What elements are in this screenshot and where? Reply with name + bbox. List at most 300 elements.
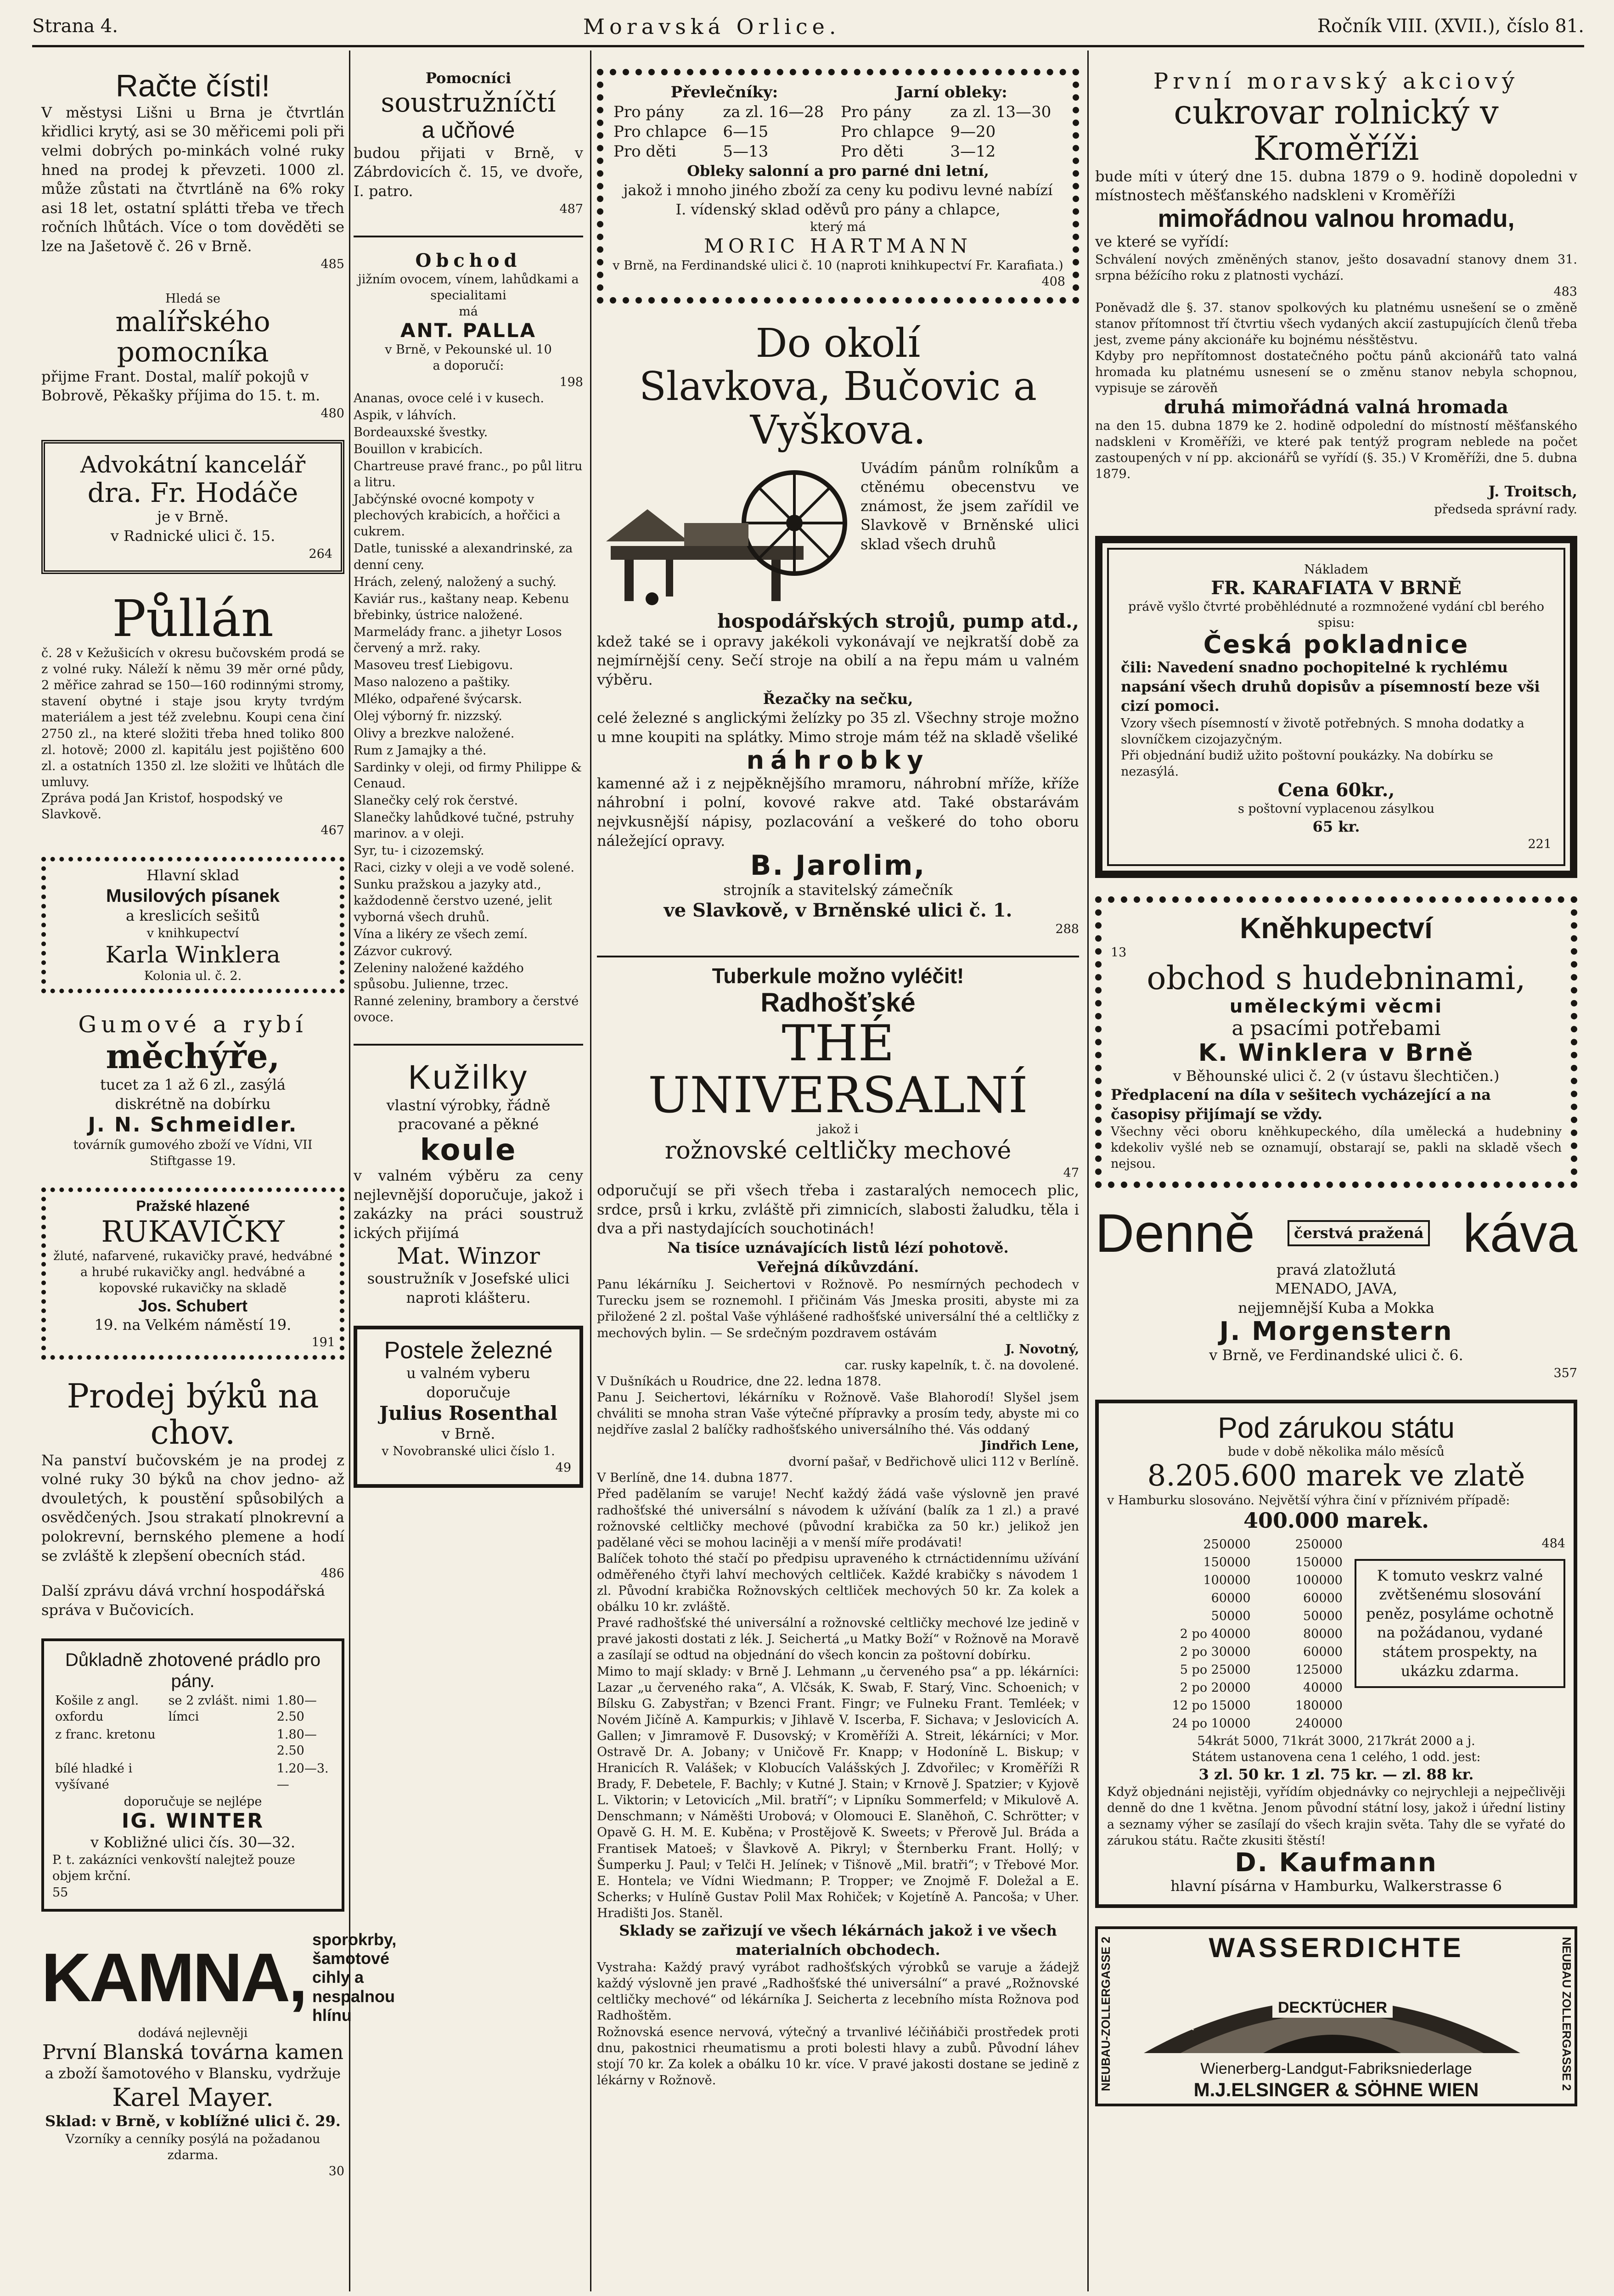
list-item: Ranné zeleniny, brambory a čerstvé ovoce. <box>354 994 579 1025</box>
table-cell: 1.80—2.50 <box>276 1693 317 1724</box>
table-cell: 1.20—3.— <box>276 1761 329 1792</box>
machine-illustration <box>597 459 854 610</box>
ad-title: První moravský akciový <box>1153 68 1519 94</box>
table-row <box>52 1692 333 1726</box>
product-list <box>354 390 583 1026</box>
list-item: Marmelády franc. a jihetyr Losos červený a mrž. raky. <box>354 625 562 656</box>
ad-title: Tuberkule možno vyléčit! <box>712 963 964 988</box>
table-cell: 250000 <box>1203 1537 1251 1552</box>
ad-address: Sklad: v Brně, v koblížné ulici č. 29. <box>45 2112 341 2130</box>
ad-line: empfiehlt <box>1153 2020 1194 2032</box>
table-cell: se 2 zvlášt. nimi límci <box>168 1693 270 1724</box>
list-item: Kaviár rus., kaštany neap. Kebenu břebinky, ústrice naložené. <box>354 591 569 622</box>
ad-pradlo <box>41 1638 344 1912</box>
ad-body: Předplacení na díla v sešitech vycházející a na časopisy přijímají se vždy. <box>1111 1086 1491 1123</box>
table-row <box>1107 1679 1345 1697</box>
ad-name: Julius Rosenthal <box>379 1401 558 1424</box>
ad-kuzilky <box>354 1058 583 1307</box>
ad-place-date: V Berlíně, dne 14. dubna 1877. <box>597 1471 793 1486</box>
column-3 <box>597 69 1079 2107</box>
ad-number: 484 <box>1541 1536 1565 1551</box>
table-cell: 40000 <box>1303 1681 1343 1695</box>
ad-loterie <box>1095 1400 1577 1908</box>
ad-title-2: Slavkova, Bučovic a Vyškova. <box>639 364 1037 453</box>
table-cell: 100000 <box>1203 1573 1251 1587</box>
ad-side-text: NEUBAU-ZOLLERGASSE 2 <box>1099 1936 1113 2092</box>
ad-name: ANT. PALLA <box>400 319 536 342</box>
list-item: Zeleniny naložené každého spůsobu. Julienne, trzec. <box>354 961 524 991</box>
table-cell: 9—20 <box>950 123 996 141</box>
table-cell: 150000 <box>1295 1555 1343 1570</box>
ad-address: v Radnické ulici č. 15. <box>110 527 276 545</box>
ad-name: FR. KARAFIATA V BRNĚ <box>1211 577 1462 599</box>
ad-place-date: V Dušníkách u Roudrice, dne 22. ledna 1878. <box>597 1374 882 1389</box>
ad-title-3: náhrobky <box>746 746 930 775</box>
ad-body: Panu lékárníku J. Seichertovi v Rožnově. Po nesmírných pechodech v Turecku jsem se roznemohl. I přičinám Vás Jmeska prositi, abyste mi za přiložené 2 zl. poštal Vaše výhlášené radhošťské universální thé a celtličky z mechových bylin. — Se srdečným pozdravem ostávám <box>597 1277 1079 1340</box>
ad-line: MENADO, JAVA, <box>1275 1280 1398 1298</box>
table-cell: 60000 <box>1303 1645 1343 1660</box>
ad-line: v Brně. <box>441 1424 495 1442</box>
ad-note: Vzorníky a cenníky posýlá na požadanou zdarma. <box>65 2132 321 2162</box>
ad-pretitle: Hledá se <box>165 291 220 306</box>
ad-line: 54krát 5000, 71krát 3000, 217krát 2000 a j. <box>1197 1733 1475 1748</box>
table-cell: 2 po 30000 <box>1180 1645 1251 1660</box>
ad-body: žluté, nafarvené, rukavičky pravé, hedvábné a hrubé rukavičky angl. hedvábné a kopovské rukavičky na skladě <box>53 1249 332 1296</box>
ad-advokatni-kancelar <box>41 440 344 574</box>
ad-title: Česká pokladnice <box>1203 630 1469 659</box>
ad-body: Když objednáni nejistěji, vyřídím objednávky co nejrychleji a nejpečlivěji denně do dne 1 května. Jenom původní státní losy, jakož i úřední listiny a seznamy výher se zasílají do všech krajin světa. Tahy dle se vyřaté do zárukou státu. Račte zkusiti štěstí! <box>1107 1785 1565 1848</box>
ad-title: KAMNA, <box>41 1939 306 2016</box>
ad-body: Všechny věci oboru kněhkupeckého, díla umělecká a hudebniny kdekoliv vyšlé neb se oznamují, obstarají se, pakli na skladě všech nejsou. <box>1111 1125 1562 1171</box>
ad-title: Do okolí <box>755 320 921 366</box>
ad-gumove-mechyre <box>41 1012 344 1169</box>
price-table <box>52 1692 333 1794</box>
ad-address: v Brně, ve Ferdinandské ulici č. 6. <box>1209 1346 1463 1364</box>
ad-name: dra. Fr. Hodáče <box>87 477 298 508</box>
ad-address: v Kobližné ulici čís. 30—32. <box>90 1833 296 1851</box>
list-item: Olej výborný fr. nizzský. <box>354 709 502 724</box>
page-number: Strana 4. <box>32 16 118 37</box>
ad-line: v Hamburku slosováno. Největší výhra činí v příznivém případě: <box>1107 1493 1510 1508</box>
ad-price-2: 65 kr. <box>1312 817 1360 835</box>
table-row <box>1107 1553 1345 1571</box>
ad-line: vlastní výrobky, řádně pracované a pěkné <box>386 1096 551 1133</box>
ad-line: a psacími potřebami <box>1232 1016 1441 1040</box>
list-item: Raci, cizky v oleji a ve vodě solené. <box>354 861 574 875</box>
ad-subtitle: sporokrby, šamotové cihly a nespalnou hlínu <box>312 1930 397 2025</box>
ad-body: Před padělaním se varuje! Nechť každý žádá vaše výslovně jen pravé radhošťské thé universální s návodem k užívání (balík za 1 zl.) a pravé rožnovské celtličky mechové (původní krabička za 50 kr.) jelikož jen padělané věci se mohou laciněji a v menší míře prodávati! <box>597 1487 1079 1550</box>
ad-body: přijme Frant. Dostal, malíř pokojů v Bobrově, Pěkašky příjima do 15. t. m. <box>41 367 321 405</box>
table-cell: 5—13 <box>723 142 769 161</box>
ad-body-2: celé železné s anglickými želízky po 35 zl. Všechny stroje možno u mne koupiti na splátky. Mimo stroje mám též na skladě všeliké <box>597 709 1079 746</box>
ad-hartmann <box>597 69 1079 304</box>
ad-line: nejjemnější Kuba a Mokka <box>1238 1299 1434 1317</box>
ad-title: Pod zárukou státu <box>1218 1411 1455 1444</box>
ad-prices: 3 zl. 50 kr. 1 zl. 75 kr. — zl. 88 kr. <box>1198 1765 1474 1783</box>
list-item: Ananas, ovoce celé i v kusech. <box>354 391 544 405</box>
list-item: Slanečky celý rok čerstvé. <box>354 793 518 808</box>
ad-name: MORIC HARTMANN <box>704 235 972 258</box>
ad-line: ve které se vyřídí: <box>1095 233 1229 251</box>
ad-line: a kreslicích sešitů <box>125 906 260 924</box>
ad-line: bude v době několika málo měsíců <box>1228 1445 1445 1459</box>
table-cell: za zl. 16—28 <box>723 103 824 122</box>
table-cell: Pro chlapce <box>613 123 707 141</box>
table-cell: bílé hladké i vyšívané <box>55 1761 133 1792</box>
ad-the-universalni <box>597 956 1079 2088</box>
ad-signature: Jindřich Lene, <box>981 1439 1079 1453</box>
list-item: Syr, tu- i cizozemský. <box>354 844 484 858</box>
ad-number: 47 <box>1063 1166 1079 1181</box>
ad-number: 483 <box>1553 284 1577 299</box>
ad-body: Panu J. Seichertovi, lékárníku v Rožnově. Vaše Blahorodí! Slyšel jsem chváliti se mnoha stran Vaše výtečné přípravky a prosím tedy, abyste mi co nejdříve zaslal 2 balíčky radhošťského universálního thé. Vás oddaný <box>597 1390 1079 1437</box>
table-cell: 50000 <box>1211 1609 1251 1623</box>
column-rule <box>1087 51 1089 2291</box>
table-cell: Košile z angl. oxfordu <box>55 1693 139 1724</box>
divider <box>354 236 583 237</box>
table-cell: Pro chlapce <box>840 123 934 141</box>
ad-title-2: cukrovar rolnický v Kroměříži <box>1174 93 1499 168</box>
table-row <box>52 1726 333 1760</box>
ad-body: Schválení nových změněných stanov, ješto dosavadní stanovy dnem 31. srpna béžícího roku z platnosti vychází. <box>1095 252 1577 283</box>
ad-line: Obleky salonní a pro parné dni letní, <box>687 162 989 180</box>
ad-subtitle: a učňové <box>422 117 515 143</box>
ad-jarolim <box>597 322 1079 937</box>
ad-title: Gumové a rybí <box>78 1011 308 1038</box>
ad-body-3: kamenné až i z nejpěknějšího mramoru, náhrobní mříže, kříže náhrobní i polní, kovové rakve atd. Také obstarávám nejvkusnější nápisy, pozlacování a veškeré do toho oboru náležející opravy. <box>597 774 1079 850</box>
ad-body: odporučují se při všech třeba i zastaralých nemocech plic, srdce, prsů i krku, zvláště při zimnicích, slabosti žaludku, těla i dva a při nastydajících souchotinách! <box>597 1182 1079 1238</box>
ad-name: První Blanská továrna kamen <box>42 2040 344 2064</box>
ad-line: uměleckými věcmi <box>1229 996 1443 1017</box>
ad-title: Půllán <box>112 589 274 648</box>
ad-kava <box>1095 1203 1577 1381</box>
ad-title: Obchod <box>415 249 522 271</box>
ad-number: 30 <box>328 2164 344 2178</box>
price-table <box>611 83 1065 162</box>
ad-body: čili: Navedení snadno pochopitelné k rychlému napsání všech druhů dopisův a písemností beze vši cizí pomoci. <box>1121 658 1540 715</box>
ad-line: v knihkupectví <box>146 926 239 941</box>
table-row <box>1107 1607 1345 1625</box>
ad-address: hlavní písárna v Hamburku, Walkerstrasse 6 <box>1170 1877 1502 1895</box>
table-cell: 1.80—2.50 <box>276 1727 317 1758</box>
ad-subtitle: rožnovské celtličky mechové <box>664 1137 1012 1165</box>
ad-number: 487 <box>559 202 583 216</box>
table-cell: 3—12 <box>950 142 996 161</box>
ad-body: Poněvadž dle §. 37. stanov spolkových ku platnému usnešení se o změně stanov přítomnost tří čtvrtiu všech vydaných akcií zastupujících členů třeba jest, zveme pány akcionáře ku bojnému nésštěstvu. <box>1095 301 1577 348</box>
ad-prodej-byku <box>41 1378 344 1620</box>
ad-intro: Uvádím pánům rolníkům a ctěnému obecenstvu ve známost, že jsem zařídil ve Slavkově v Brněnské ulici sklad všech druhů <box>860 459 1079 553</box>
table-header: Jarní obleky: <box>896 83 1007 101</box>
ad-title: Advokátní kancelář <box>80 451 306 478</box>
ad-title: soustružníčtí <box>381 86 556 118</box>
ad-number: 49 <box>555 1460 571 1475</box>
list-item: Sunku pražskou a jazyky atd., každodenně čerstvo uzené, jelit vyborná všech druhů. <box>354 878 552 924</box>
list-item: Jabčýnské ovocné kompoty v plechových krabicích, a hořčici a cukrem. <box>354 492 561 539</box>
ad-address: v Brně, na Ferdinandské ulici č. 10 (naproti knihkupectví Fr. Karafiata.) <box>613 258 1063 273</box>
ad-title-3: THÉ UNIVERSALNÍ <box>648 1014 1028 1124</box>
ad-title: RUKAVIČKY <box>101 1215 285 1249</box>
ad-body: bude míti v úterý dne 15. dubna 1879 o 9. hodině dopoledni v místnostech měšťanského nadskleni v Kroměříži <box>1095 167 1577 204</box>
ad-body: Pravé radhošťské thé universální a rožnovské celtličky mechové lze jedině v pravé jakosti dostati z lék. J. Seichertá „u Matky Boží“ v Rožnově na Moravě a zasílají se odtud na objednání do všech koncin za poštovní dobírku. <box>597 1616 1079 1663</box>
table-cell: 5 po 25000 <box>1180 1663 1251 1677</box>
list-item: Mléko, odpařené švýcarsk. <box>354 692 523 707</box>
table-cell: 180000 <box>1295 1699 1343 1713</box>
ad-name: M.J.ELSINGER & SÖHNE WIEN <box>1193 2078 1479 2100</box>
ad-line: Wienerberg-Landgut-Fabriksniederlage <box>1200 2060 1472 2077</box>
prize-table <box>1107 1536 1345 1733</box>
ad-title: Denně <box>1095 1203 1255 1264</box>
ad-address: v Novobranské ulici číslo 1. <box>382 1444 555 1459</box>
column-1 <box>41 68 397 2198</box>
ad-title-2: obchod s hudebninami, <box>1147 959 1526 997</box>
ad-line: I. vídenský sklad oděvů pro pány a chlapce, <box>675 200 1001 218</box>
ad-subheading: druhá mimořádná valná hromada <box>1164 396 1508 418</box>
list-item: Datle, tunisské a alexandrinské, za denní ceny. <box>354 541 573 572</box>
ad-number: 288 <box>1055 922 1079 936</box>
ad-body: budou přijati v Brně, v Zábrdovicích č. 15, ve dvoře, I. patro. <box>354 144 583 200</box>
ad-line: a doporučí: <box>433 359 504 373</box>
ad-line: právě vyšlo čtvrté proběhlédnuté a rozmnožené vydání cbl berého spisu: <box>1128 599 1545 630</box>
table-row <box>611 83 1065 102</box>
ad-name: IG. WINTER <box>121 1809 264 1833</box>
ad-title: Prodej býků na chov. <box>67 1377 319 1452</box>
ad-body: kdež také se i opravy jakékoli vykonávají ve nejkratší době za nejmírnější ceny. Sečí stroje na obilí a na řepu mám u valném výběru. <box>597 632 1079 688</box>
table-row <box>611 102 1065 122</box>
issue-number: Ročník VIII. (XVII.), číslo 81. <box>1317 16 1584 37</box>
table-cell: za zl. 13—30 <box>950 103 1052 122</box>
ad-subtitle: čerstvá pražená <box>1288 1220 1430 1247</box>
list-item: Masoveu tresť Liebigovu. <box>354 658 513 673</box>
ad-racte-cisti <box>41 69 344 272</box>
ad-name: Jos. Schubert <box>138 1296 248 1316</box>
ad-body: č. 28 v Kežušicích v okresu bučovském prodá se z volné ruky. Náleží k němu 39 měr orné půdy, 2 měřice zahrad se 150—160 rodinnými stromy, stavení obytné i staje jsou kryty tvrdým materiálem a jest též zvelebnu. Koupi cena činí 2750 zl., na které složiti třeba hned toliko 800 zl. hotově; 2000 zl. kapitálu jest pojištěno 600 zl. a ostatních 1350 zl. lze složiti ve lhůtách dle umluvy. <box>41 646 344 789</box>
ad-number: 408 <box>1041 274 1065 289</box>
list-item: Rum z Jamajky a thé. <box>354 743 487 758</box>
list-item: Bordeauxské švestky. <box>354 425 488 439</box>
ad-title: Musilových písanek <box>106 885 280 906</box>
column-4 <box>1095 69 1577 2125</box>
ad-body: Vystraha: Každý pravý vyrábot radhošťských výrobků se varuje a žádejž každý výslovně jen pravé „Radhošťské thé universální“ a pravé „Rožnovské celtličky mechové“ od lékárníka J. Seicherta z lecebního místa Rožnova pod Radhoštěm. <box>597 1960 1079 2023</box>
ad-obchod-palla <box>354 250 583 1025</box>
ad-body: Kdyby pro nepřítomnost dostatečného počtu pánů akcionářů tato valná hromada ku platnému usnesení se o změnu stanov nebyla schopnou, vypisuje se zárověň <box>1095 349 1577 396</box>
ad-address: ve Slavkově, v Brněnské ulici č. 1. <box>664 899 1012 921</box>
table-cell: 2 po 40000 <box>1180 1626 1251 1641</box>
ad-note: Při objednání budiž užito poštovní poukázky. Na dobírku se nezasýlá. <box>1121 748 1493 779</box>
ad-address: v Běhounské ulici č. 2 (v ústavu šlechtičen.) <box>1173 1067 1500 1085</box>
ad-line: má <box>459 304 478 319</box>
table-row <box>52 1760 333 1794</box>
ad-title-2: koule <box>420 1133 517 1167</box>
table-cell: 2 po 20000 <box>1180 1681 1251 1695</box>
ad-line: DECKTÜCHER <box>1272 1998 1393 2018</box>
table-cell: 150000 <box>1203 1555 1251 1570</box>
list-item: Slanečky lahůdkové tučné, pstruhy marinov. a v oleji. <box>354 810 574 841</box>
table-cell: 6—15 <box>723 123 769 141</box>
ad-line: doporučuje se nejlépe <box>124 1795 262 1809</box>
ad-note: Sklady se zařizují ve všech lékárnách jakož i ve všech materialních obchodech. <box>619 1922 1057 1958</box>
ad-line: u valném vyberu <box>406 1364 530 1382</box>
table-cell: Pro děti <box>840 142 904 161</box>
table-cell: 80000 <box>1303 1626 1343 1641</box>
column-rule <box>590 51 591 2291</box>
table-row <box>611 122 1065 142</box>
table-row <box>1107 1625 1345 1643</box>
ad-title-2: 8.205.600 marek ve zlatě <box>1147 1459 1525 1493</box>
table-row <box>1107 1643 1345 1661</box>
table-cell: Pro pány <box>613 103 684 122</box>
ad-address: Kolonia ul. č. 2. <box>144 969 242 983</box>
ad-number: 191 <box>311 1335 335 1350</box>
table-cell: 100000 <box>1295 1573 1343 1587</box>
divider <box>354 1044 583 1046</box>
ad-line: a zboží šamotového v Blansku, vydržuje <box>45 2065 341 2082</box>
ad-price: Cena 60kr., <box>1277 779 1395 801</box>
ad-number: 485 <box>321 257 344 271</box>
ad-name: D. Kaufmann <box>1235 1847 1438 1878</box>
ad-title-2: Radhošťské <box>760 987 916 1018</box>
ad-wasserdichte <box>1095 1926 1577 2106</box>
ad-highlight: 400.000 marek. <box>1243 1508 1429 1533</box>
ad-title: Kněhkupectví <box>1240 912 1433 945</box>
ad-name: K. Winklera v Brně <box>1198 1039 1474 1067</box>
list-item: Maso nalozeno a paštiky. <box>354 675 511 690</box>
ad-pullan <box>41 589 344 839</box>
table-row <box>1107 1589 1345 1607</box>
table-cell: Pro pány <box>840 103 911 122</box>
ad-pomocnici <box>354 69 583 217</box>
table-row <box>611 142 1065 162</box>
ad-line: Nákladem <box>1304 562 1368 577</box>
list-item: Sardinky v oleji, od firmy Philippe & Cenaud. <box>354 760 582 791</box>
ad-postele <box>354 1326 583 1487</box>
ad-line: ZELTSTOFFE <box>1152 1965 1247 2004</box>
ad-number: 13 <box>1111 945 1127 960</box>
ad-line: Hlavní sklad <box>146 867 239 884</box>
ad-knehkupectvi-winkler <box>1095 896 1577 1187</box>
ad-line: diskrétně na dobírku <box>115 1095 271 1113</box>
table-row <box>1107 1661 1345 1679</box>
table-cell: 125000 <box>1295 1663 1343 1677</box>
list-item: Olivy a brezkve naložené. <box>354 726 515 741</box>
ad-signature: J. Troitsch, <box>1488 482 1577 500</box>
ad-note: Na tisíce uznávajících listů lézí pohotově. <box>667 1239 1009 1257</box>
table-row <box>1107 1571 1345 1589</box>
table-cell: 60000 <box>1303 1591 1343 1605</box>
ad-body: Na panství bučovském je na prodej z volné ruky 30 býků na chov jedno- až dvouletých, k poustění spůsobilých a osvědčených. Jsou strakatí plnokrevní a polokrevní, bernského plemene a hodí se zvláště k zlepšení obecních stád. <box>41 1451 344 1564</box>
ad-body: na den 15. dubna 1879 ke 2. hodině odpolední do místností měšťanského nadskleni v Kroměříži, ve které pak tentýž program neblede na počet zastoupených v ní pp. akcionářů se vyřídí (§. 35.) V Kroměříži, dne 5. dubna 1879. <box>1095 418 1577 481</box>
ad-number: 55 <box>52 1885 68 1900</box>
table-cell: 240000 <box>1295 1716 1343 1731</box>
ad-line: jakož i <box>817 1122 859 1137</box>
ad-number: 467 <box>321 823 344 838</box>
list-item: Zázvor cukrový. <box>354 944 453 958</box>
ad-title: Důkladně zhotovené prádlo pro pány. <box>65 1649 321 1691</box>
ad-highlight: hospodářských strojů, pump atd., <box>717 609 1079 632</box>
ad-address: v Brně, v Pekounské ul. 10 <box>385 343 552 357</box>
ad-address: továrník gumového zboží ve Vídni, VII Stiftgasse 19. <box>73 1137 313 1168</box>
table-cell: 250000 <box>1295 1537 1343 1552</box>
list-item: Chartreuse pravé franc., po půl litru a litru. <box>354 459 583 490</box>
ad-kamna <box>41 1930 397 2179</box>
table-cell: z franc. kretonu <box>55 1727 156 1742</box>
ad-number: 221 <box>1528 837 1552 852</box>
table-cell: 60000 <box>1211 1591 1251 1605</box>
ad-line: Státem ustanovena cena 1 celého, 1 odd. jest: <box>1192 1750 1481 1764</box>
ad-line: pravá zlatožlutá <box>1276 1261 1396 1278</box>
ad-line: doporučuje <box>426 1384 511 1401</box>
ad-title-3: mimořádnou valnou hromadu, <box>1158 204 1515 232</box>
table-row <box>1107 1697 1345 1715</box>
ad-side-text-2: NEUBAU ZOLLERGASSE 2 <box>1560 1937 1574 2091</box>
ad-musilovy-pisanky <box>41 857 344 993</box>
ad-line: dodává nejlevněji <box>138 2026 248 2040</box>
ad-line: strojník a stavitelský zámečník <box>723 881 953 899</box>
ad-signature-title: car. rusky kapelník, t. č. na dovolené. <box>844 1358 1079 1373</box>
ad-body: Vzory všech písemností v životě potřebných. S mnoha dodatky a slovníčkem cizojazyčným. <box>1121 716 1524 747</box>
column-2 <box>354 69 583 1506</box>
ad-subheading: Veřejná díkůvzdání. <box>757 1258 919 1276</box>
ad-title-2: měchýře, <box>106 1036 280 1076</box>
table-header: Převlečníky: <box>670 83 778 101</box>
ad-rukavicky <box>41 1187 344 1360</box>
ad-line: který má <box>810 220 866 235</box>
ad-number: 486 <box>321 1566 344 1581</box>
ad-number: 357 <box>1553 1366 1577 1380</box>
ad-number: 264 <box>309 546 332 561</box>
ad-line: Pomocníci <box>425 69 512 87</box>
table-cell: 12 po 15000 <box>1172 1699 1251 1713</box>
ad-ceska-pokladnice <box>1095 536 1577 878</box>
ad-title-2: káva <box>1462 1203 1577 1264</box>
ad-name: B. Jarolim, <box>750 850 926 882</box>
ad-body: Rožnovská esence nervová, výtečný a trvanlivé léčiňábiči prostředek proti dnu, pakostnici rheumatismu a proti bolesti hlavy a zubů. Původní láhev stojí 70 kr. Za kolek a obálku 10 kr. více. V pravé jakosti dostane se jedině z lékárny v Rožnově. <box>597 2025 1079 2088</box>
ad-cukrovar <box>1095 69 1577 518</box>
ad-footer: Zpráva podá Jan Kristof, hospodský ve Slavkově. <box>41 791 283 822</box>
ad-signature: J. Novotný, <box>1005 1342 1079 1356</box>
ad-title: Kužilky <box>408 1058 529 1097</box>
ad-address: 19. na Velkém náměstí 19. <box>94 1316 292 1334</box>
ad-name: Karla Winklera <box>105 941 281 968</box>
ad-line: jakož i mnoho jiného zboží za ceny ku podivu levné nabízí <box>623 181 1053 199</box>
ad-footer: Další zprávu dává vrchní hospodářská správa v Bučovicích. <box>41 1582 325 1619</box>
list-item: Vína a likéry ze všech zemí. <box>354 927 528 941</box>
ad-body: V městysi Lišni u Brna je čtvrtlán křidlici krytý, asi se 30 měřicemi poli při velmi dobrých po-minkách volné ruky hned na prodej k převzeti. 1000 zl. může zůstati na čtvrtláně na 6% roky asi 18 let, ostatní splátti třeba ve třech ročních lhůtách. Více o tom dověděti se lze na Jašetově č. 26 v Brně. <box>41 103 344 255</box>
masthead <box>32 13 1584 47</box>
ad-highlight-2: Řezačky na sečku, <box>763 690 913 708</box>
list-item: Aspik, v láhvích. <box>354 408 456 422</box>
ad-name: Mat. Winzor <box>397 1242 540 1269</box>
ad-body: v valném výběru za ceny nejlevnější doporučuje, jakož i zakázky na práci soustruž ických přijímá <box>354 1167 583 1242</box>
newspaper-title: Moravská Orlice. <box>583 14 841 39</box>
ad-malirsky-pomocnik <box>41 291 344 422</box>
ad-name: J. Morgenstern <box>1219 1317 1453 1347</box>
ad-name: J. N. Schmeidler. <box>88 1113 298 1137</box>
ad-address: soustružník v Josefské ulici naproti klášteru. <box>367 1270 570 1306</box>
list-item: Bouillon v krabicích. <box>354 442 483 456</box>
table-cell: Pro děti <box>613 142 676 161</box>
ad-number: 198 <box>559 375 583 389</box>
table-cell: 24 po 10000 <box>1172 1716 1251 1731</box>
ad-title: malířského pomocníka <box>115 305 270 368</box>
ad-title: WASSERDICHTE <box>1209 1932 1464 1963</box>
ad-line: jižním ovocem, vínem, lahůdkami a specialitami <box>358 272 579 303</box>
ad-line: s poštovní vyplacenou zásylkou <box>1237 802 1435 816</box>
ad-name-2: Karel Mayer. <box>112 2082 274 2112</box>
ad-body: Mimo to mají sklady: v Brně J. Lehmann „u červeného psa“ a pp. lékárníci: Lazar „u červeného raka“, A. Vlčsák, K. Swab, F. Starý, Vinc. Schoenich; v Bílsku G. Zabystřan; v Bzenci Frant. Fingr; ve Fulneku Frant. Temléek; v Novém Jičíně A. Kampurkis; v Jihlavě V. Iscerba, F. Sichava; v Jeslovicích A. Gallen; v Jimramově F. Dusovský; v Kroměříži A. Streit, lékárníci; v Mor. Ostravě Dr. A. Jobany; v Uničově Fr. Knapp; v Hodoníně L. Biskup; v Hranicích R. Valášek; v Klobucích Valášských J. Zdvořilec; v Kroměříži R Brady, F. Debetele, F. Bachly; v Kutné J. Stain; v Krnově J. Spatzier; v Kyjově L. Viktorin; v Letovicích „Mil. bratří“; v Lipníku Sommerfeld; v Mikulově A. Denschmann; v Náměšti Urobová; v Olomouci E. Slaněhoň, C. Schrötter; v Opavě G. H. M. E. Kuběna; v Prostějově K. Sweets; v Přerově Jul. Bráda a Frantisek Matoeš; v Šlavkově A. Pikryl; v Šternberku Frant. Hollý; v Šumperku J. Paul; v Telči H. Jelínek; v Tišnově „Mil. bratři“; v Třebové Mor. E. Hontela; ve Vídni Wiedmann; P. Tropper; ve Znojmě F. Doležal a E. Scherks; v Hulíně Gustav Polil Max Rohiček; v Kojetíně A. Pancoša; v Uher. Hradišti Jos. Staněl. <box>597 1664 1079 1920</box>
table-row <box>1107 1715 1345 1733</box>
table-cell <box>166 1760 274 1794</box>
table-cell <box>166 1726 274 1760</box>
